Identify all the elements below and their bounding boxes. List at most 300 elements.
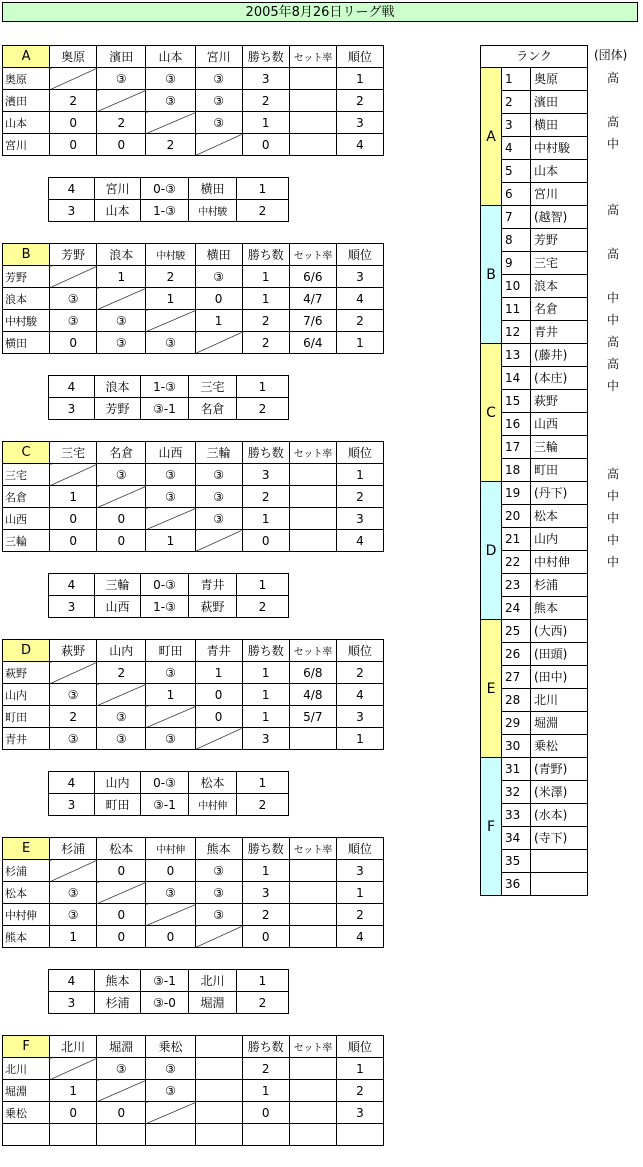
player-name: 松本 — [3, 882, 50, 904]
set-rate-cell — [289, 1080, 336, 1102]
rank-number: 18 — [502, 459, 531, 481]
playoff-position: 4 — [49, 970, 95, 992]
score-cell: 1 — [146, 288, 195, 310]
rank-player-name: 宮川 — [534, 187, 559, 201]
playoff-result: 1 — [237, 970, 289, 992]
rank-cell — [336, 1124, 383, 1146]
wins-cell: 3 — [242, 728, 289, 750]
table-row — [3, 1058, 384, 1080]
rank-row — [502, 459, 587, 481]
playoff-player-a: 山西 — [95, 596, 141, 618]
rank-group-label: D — [481, 482, 502, 619]
rank-row — [502, 666, 587, 689]
rank-player-name: (越智) — [534, 210, 568, 224]
playoff-row — [49, 200, 289, 222]
set-rate-cell: 4/8 — [289, 684, 336, 706]
group-label: F — [3, 1036, 50, 1058]
score-cell: 0 — [195, 288, 242, 310]
team-level — [607, 397, 627, 419]
table-row — [3, 68, 384, 90]
team-level — [607, 573, 627, 595]
score-cell: 0 — [97, 530, 146, 552]
set-rate-header: セット率 — [289, 838, 336, 860]
rank-cell: 1 — [336, 882, 383, 904]
playoff-player-b: 萩野 — [189, 596, 237, 618]
rank-number: 30 — [502, 735, 531, 757]
wins-header: 勝ち数 — [242, 244, 289, 266]
set-rate-cell — [289, 112, 336, 134]
player-name: 北川 — [3, 1058, 50, 1080]
table-row — [3, 860, 384, 882]
rank-player-name: (水本) — [534, 808, 568, 822]
player-name: 奥原 — [3, 68, 50, 90]
set-rate-cell — [289, 882, 336, 904]
score-cell: ③ — [97, 310, 146, 332]
player-header: 名倉 — [97, 442, 146, 464]
team-level: 中 — [607, 313, 620, 327]
playoff-position: 4 — [49, 574, 95, 596]
rank-player-name: 山内 — [534, 532, 559, 546]
playoff-result: 1 — [237, 574, 289, 596]
set-rate-cell — [289, 904, 336, 926]
team-level — [607, 771, 627, 793]
score-cell — [97, 90, 146, 112]
rank-row — [502, 321, 587, 343]
rank-number: 13 — [502, 344, 531, 366]
rank-cell: 1 — [336, 68, 383, 90]
playoff-player-a: 熊本 — [95, 970, 141, 992]
rank-group-label: E — [481, 620, 502, 757]
score-cell: 1 — [146, 684, 195, 706]
rank-row — [502, 574, 587, 597]
rank-cell: 3 — [336, 508, 383, 530]
team-header: (団体) — [594, 48, 628, 62]
rank-player-name: 中村伸 — [534, 555, 571, 569]
group-header-row — [3, 838, 384, 860]
set-rate-cell — [289, 464, 336, 486]
score-cell — [50, 464, 97, 486]
set-rate-cell — [289, 1124, 336, 1146]
team-level: 高 — [607, 467, 620, 481]
page-title: 2005年8月26日リーグ戦 — [2, 2, 638, 22]
team-level: 中 — [607, 489, 620, 503]
playoff-result: 2 — [237, 200, 289, 222]
score-cell: ③ — [195, 486, 242, 508]
rank-row — [502, 275, 587, 298]
team-level — [607, 661, 627, 683]
score-cell: 0 — [97, 508, 146, 530]
team-level — [607, 441, 627, 463]
rank-row — [502, 137, 587, 160]
playoff-player-b: 北川 — [189, 970, 237, 992]
score-cell: ③ — [97, 1058, 146, 1080]
wins-cell: 1 — [242, 662, 289, 684]
rank-header: 順位 — [336, 1036, 383, 1058]
rank-cell: 4 — [336, 134, 383, 156]
score-cell — [97, 882, 146, 904]
playoff-result: 2 — [237, 992, 289, 1014]
rank-row — [502, 620, 587, 643]
wins-cell: 3 — [242, 68, 289, 90]
set-rate-cell — [289, 530, 336, 552]
playoff-row — [49, 574, 289, 596]
score-cell: 2 — [146, 266, 195, 288]
rank-number: 22 — [502, 551, 531, 573]
player-name: 浪本 — [3, 288, 50, 310]
score-cell: 0 — [146, 926, 195, 948]
playoff-result: 2 — [237, 794, 289, 816]
score-cell: 0 — [50, 134, 97, 156]
playoff-score: ③-0 — [141, 992, 189, 1014]
team-level — [607, 595, 627, 617]
team-level: 中 — [607, 137, 620, 151]
player-name: 町田 — [3, 706, 50, 728]
rank-number: 29 — [502, 712, 531, 734]
group-table-b — [2, 243, 384, 354]
playoff-player-b: 横田 — [189, 178, 237, 200]
wins-cell: 3 — [242, 882, 289, 904]
rank-number: 10 — [502, 275, 531, 297]
rank-row — [502, 482, 587, 505]
score-cell: 1 — [50, 926, 97, 948]
score-cell — [146, 310, 195, 332]
team-level: 高 — [607, 247, 620, 261]
group-header-row — [3, 46, 384, 68]
playoff-player-a: 芳野 — [95, 398, 141, 420]
score-cell: ③ — [195, 860, 242, 882]
score-cell: 1 — [195, 662, 242, 684]
rank-header: 順位 — [336, 442, 383, 464]
rank-header: 順位 — [336, 640, 383, 662]
rank-number: 14 — [502, 367, 531, 389]
score-cell: ③ — [97, 464, 146, 486]
score-cell: ③ — [195, 68, 242, 90]
playoff-player-b: 松本 — [189, 772, 237, 794]
team-level — [607, 221, 627, 243]
playoff-row — [49, 178, 289, 200]
group-label: A — [3, 46, 50, 68]
rank-player-name: 濱田 — [534, 95, 559, 109]
score-cell — [97, 684, 146, 706]
player-header: 萩野 — [50, 640, 97, 662]
playoff-result: 1 — [237, 772, 289, 794]
score-cell — [195, 1080, 242, 1102]
wins-cell: 3 — [242, 464, 289, 486]
rank-cell: 1 — [336, 332, 383, 354]
score-cell: 0 — [50, 530, 97, 552]
player-header: 山西 — [146, 442, 195, 464]
score-cell: ③ — [146, 1058, 195, 1080]
score-cell — [50, 1058, 97, 1080]
rank-rows — [502, 620, 587, 757]
team-level: 高 — [607, 335, 620, 349]
rank-player-name: 名倉 — [534, 302, 559, 316]
player-name: 山内 — [3, 684, 50, 706]
score-cell: 2 — [97, 662, 146, 684]
rank-player-name: 中村駿 — [534, 141, 571, 155]
wins-cell: 1 — [242, 288, 289, 310]
score-cell — [146, 904, 195, 926]
rank-number: 25 — [502, 620, 531, 642]
rank-group — [481, 206, 587, 344]
rank-row — [502, 528, 587, 551]
rank-header: 順位 — [336, 46, 383, 68]
table-row — [3, 904, 384, 926]
player-name: 堀淵 — [3, 1080, 50, 1102]
score-cell: ③ — [97, 728, 146, 750]
rank-number: 35 — [502, 850, 531, 872]
player-header: 横田 — [195, 244, 242, 266]
group-table-a — [2, 45, 384, 156]
wins-cell: 0 — [242, 530, 289, 552]
rank-player-name: 三宅 — [534, 256, 559, 270]
player-header: 松本 — [97, 838, 146, 860]
wins-cell: 0 — [242, 1102, 289, 1124]
playoff-player-a: 三輪 — [95, 574, 141, 596]
team-level — [607, 793, 627, 815]
player-name — [3, 1124, 50, 1146]
score-cell: 1 — [50, 486, 97, 508]
team-level — [607, 265, 627, 287]
team-level: 高 — [607, 357, 620, 371]
set-rate-header: セット率 — [289, 442, 336, 464]
playoff-score: 1-③ — [141, 200, 189, 222]
rank-number: 12 — [502, 321, 531, 343]
score-cell: ③ — [50, 684, 97, 706]
playoff-result: 2 — [237, 596, 289, 618]
playoff-table — [48, 969, 289, 1014]
team-level: 中 — [607, 379, 620, 393]
rank-number: 33 — [502, 804, 531, 826]
wins-cell: 1 — [242, 684, 289, 706]
score-cell: ③ — [50, 904, 97, 926]
set-rate-cell: 7/6 — [289, 310, 336, 332]
player-name: 三輪 — [3, 530, 50, 552]
group-label: B — [3, 244, 50, 266]
set-rate-cell — [289, 486, 336, 508]
rank-player-name: 山本 — [534, 164, 559, 178]
score-cell — [195, 1102, 242, 1124]
set-rate-cell — [289, 926, 336, 948]
set-rate-cell — [289, 90, 336, 112]
set-rate-cell: 5/7 — [289, 706, 336, 728]
rank-row — [502, 298, 587, 321]
rank-player-name — [531, 873, 587, 895]
playoff-result: 2 — [237, 398, 289, 420]
rank-player-name: 横田 — [534, 118, 559, 132]
score-cell: ③ — [195, 882, 242, 904]
rank-cell: 4 — [336, 926, 383, 948]
rank-player-name: (大西) — [534, 624, 568, 638]
rank-player-name: 堀淵 — [534, 716, 559, 730]
score-cell — [97, 1080, 146, 1102]
rank-row — [502, 758, 587, 781]
rank-player-name: 杉浦 — [534, 578, 559, 592]
player-header: 堀淵 — [97, 1036, 146, 1058]
rank-row — [502, 689, 587, 712]
playoff-result: 1 — [237, 376, 289, 398]
rank-row — [502, 206, 587, 229]
score-cell: 1 — [50, 1080, 97, 1102]
rank-number: 9 — [502, 252, 531, 274]
wins-cell: 2 — [242, 332, 289, 354]
rank-row — [502, 781, 587, 804]
playoff-player-a: 杉浦 — [95, 992, 141, 1014]
playoff-score: ③-1 — [141, 398, 189, 420]
score-cell: ③ — [146, 68, 195, 90]
group-header-row — [3, 640, 384, 662]
team-level — [607, 683, 627, 705]
group-label: D — [3, 640, 50, 662]
score-cell: 0 — [97, 926, 146, 948]
playoff-player-b: 三宅 — [189, 376, 237, 398]
wins-header: 勝ち数 — [242, 640, 289, 662]
rank-cell: 1 — [336, 1058, 383, 1080]
score-cell: ③ — [195, 508, 242, 530]
player-header: 北川 — [50, 1036, 97, 1058]
rank-player-name: (青野) — [534, 762, 568, 776]
score-cell: ③ — [146, 1080, 195, 1102]
set-rate-cell — [289, 508, 336, 530]
wins-cell: 1 — [242, 860, 289, 882]
score-cell — [50, 68, 97, 90]
rank-number: 4 — [502, 137, 531, 159]
team-level — [607, 727, 627, 749]
rank-row — [502, 850, 587, 873]
wins-cell: 2 — [242, 904, 289, 926]
rank-player-name: (本庄) — [534, 371, 568, 385]
player-name: 芳野 — [3, 266, 50, 288]
rank-player-name: 乗松 — [534, 739, 559, 753]
score-cell: ③ — [195, 90, 242, 112]
score-cell: 0 — [50, 332, 97, 354]
wins-cell: 2 — [242, 486, 289, 508]
wins-cell: 2 — [242, 310, 289, 332]
rank-player-name: (田中) — [534, 670, 568, 684]
rank-row — [502, 597, 587, 619]
table-row — [3, 662, 384, 684]
wins-cell: 1 — [242, 508, 289, 530]
playoff-score: ③-1 — [141, 794, 189, 816]
score-cell: ③ — [146, 882, 195, 904]
score-cell — [146, 508, 195, 530]
rank-group — [481, 482, 587, 620]
rank-group-label: A — [481, 68, 502, 205]
playoff-player-a: 町田 — [95, 794, 141, 816]
set-rate-cell — [289, 134, 336, 156]
team-level — [607, 815, 627, 837]
rank-number: 24 — [502, 597, 531, 619]
score-cell — [146, 112, 195, 134]
table-row — [3, 112, 384, 134]
score-cell: 2 — [50, 706, 97, 728]
score-cell: 0 — [50, 1102, 97, 1124]
rank-player-name: 北川 — [534, 693, 559, 707]
playoff-row — [49, 970, 289, 992]
wins-header: 勝ち数 — [242, 46, 289, 68]
score-cell: 1 — [97, 266, 146, 288]
team-level: 高 — [607, 203, 620, 217]
score-cell — [146, 706, 195, 728]
table-row — [3, 530, 384, 552]
set-rate-cell: 4/7 — [289, 288, 336, 310]
rank-player-name: 奥原 — [534, 72, 559, 86]
score-cell: ③ — [195, 904, 242, 926]
rank-rows — [502, 344, 587, 481]
player-header: 芳野 — [50, 244, 97, 266]
playoff-position: 4 — [49, 376, 95, 398]
rank-number: 19 — [502, 482, 531, 504]
player-name: 青井 — [3, 728, 50, 750]
playoff-result: 1 — [237, 178, 289, 200]
score-cell: 1 — [146, 530, 195, 552]
score-cell: ③ — [97, 332, 146, 354]
set-rate-cell — [289, 68, 336, 90]
table-row — [3, 288, 384, 310]
table-row — [3, 310, 384, 332]
rank-group — [481, 620, 587, 758]
rank-rows — [502, 758, 587, 895]
rank-number: 7 — [502, 206, 531, 228]
score-cell: 0 — [195, 706, 242, 728]
rank-group — [481, 68, 587, 206]
rank-cell: 2 — [336, 310, 383, 332]
rank-header: ランク — [481, 46, 587, 68]
playoff-table — [48, 375, 289, 420]
rank-row — [502, 551, 587, 574]
playoff-table — [48, 771, 289, 816]
wins-cell: 2 — [242, 90, 289, 112]
score-cell: ③ — [97, 706, 146, 728]
rank-player-name: 三輪 — [534, 440, 559, 454]
wins-header: 勝ち数 — [242, 838, 289, 860]
score-cell: ③ — [50, 310, 97, 332]
playoff-position: 4 — [49, 772, 95, 794]
rank-row — [502, 413, 587, 436]
player-header: 熊本 — [195, 838, 242, 860]
playoff-position: 3 — [49, 794, 95, 816]
wins-cell: 2 — [242, 1058, 289, 1080]
rank-number: 21 — [502, 528, 531, 550]
rank-groups — [481, 68, 587, 895]
score-cell — [50, 662, 97, 684]
rank-player-name: 町田 — [534, 463, 559, 477]
score-cell — [195, 926, 242, 948]
score-cell: 0 — [195, 684, 242, 706]
set-rate-cell — [289, 860, 336, 882]
rank-player-name: (田頭) — [534, 647, 568, 661]
group-header-row — [3, 244, 384, 266]
team-level — [607, 177, 627, 199]
rank-number: 16 — [502, 413, 531, 435]
team-level: 高 — [607, 71, 620, 85]
score-cell: 0 — [97, 904, 146, 926]
rank-row — [502, 91, 587, 114]
rank-cell: 3 — [336, 860, 383, 882]
set-rate-header: セット率 — [289, 640, 336, 662]
player-name: 宮川 — [3, 134, 50, 156]
team-column — [607, 67, 627, 859]
player-name: 乗松 — [3, 1102, 50, 1124]
table-row — [3, 332, 384, 354]
playoff-score: 1-③ — [141, 376, 189, 398]
player-header: 三宅 — [50, 442, 97, 464]
score-cell: ③ — [195, 266, 242, 288]
player-name: 中村伸 — [3, 904, 50, 926]
wins-cell: 1 — [242, 1080, 289, 1102]
rank-row — [502, 712, 587, 735]
rank-player-name: 熊本 — [534, 601, 559, 615]
